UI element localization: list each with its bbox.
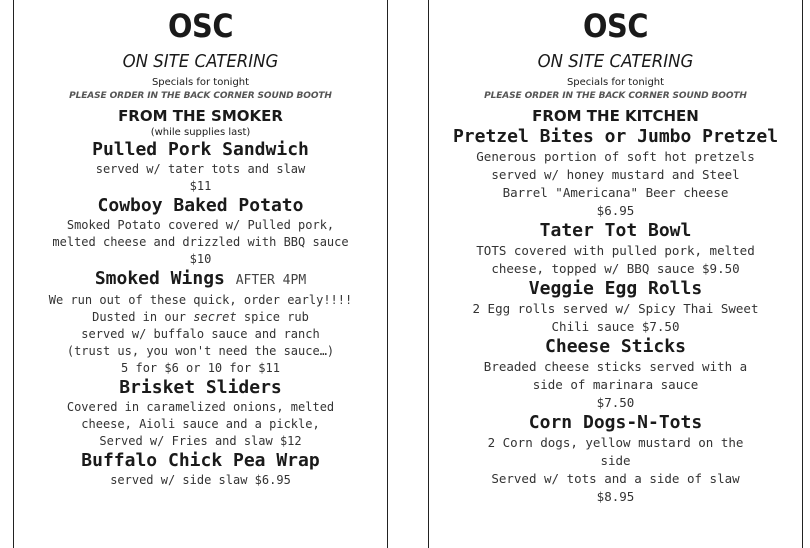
menu-item-price: Served w/ Fries and slaw $12 xyxy=(99,434,302,448)
menu-item-description xyxy=(14,309,387,326)
menu-item-title: Pulled Pork Sandwich xyxy=(92,139,309,160)
brand-subtitle: ON SITE CATERING xyxy=(122,51,279,72)
menu-item-description: Barrel "Americana" Beer cheese xyxy=(502,185,729,200)
menu-item-title-text: Smoked Wings xyxy=(94,268,225,289)
section-note: (while supplies last) xyxy=(150,127,251,138)
menu-item-description: 2 Egg rolls served w/ Spicy Thai Sweet xyxy=(472,301,759,316)
order-instructions: PLEASE ORDER IN THE BACK CORNER SOUND BOOTH xyxy=(69,91,332,101)
availability-note: AFTER 4PM xyxy=(235,273,307,288)
menu-item xyxy=(429,126,802,220)
specials-tonight-label: Specials for tonight xyxy=(566,77,665,88)
menu-item-description: 2 Corn dogs, yellow mustard on the xyxy=(487,435,744,450)
menu-item xyxy=(429,278,802,336)
menu-item xyxy=(14,139,387,195)
menu-item xyxy=(14,377,387,450)
menu-item-title: Buffalo Chick Pea Wrap xyxy=(81,450,320,471)
menu-item-title xyxy=(14,268,387,292)
description-text: Dusted in our xyxy=(92,310,187,324)
menu-item-price: $11 xyxy=(189,179,212,193)
menu-item-description: Generous portion of soft hot pretzels xyxy=(476,149,755,164)
emphasis-text: secret xyxy=(193,310,237,324)
menu-item-price: 5 for $6 or 10 for $11 xyxy=(121,361,280,375)
menu-item-description: cheese, topped w/ BBQ sauce $9.50 xyxy=(491,261,740,276)
menu-item-title: Corn Dogs-N-Tots xyxy=(528,412,703,433)
menu-item-title: Cowboy Baked Potato xyxy=(97,195,304,216)
specials-tonight-label: Specials for tonight xyxy=(151,77,250,88)
menu-item-price: $6.95 xyxy=(596,203,635,218)
brand-logo-text: OSC xyxy=(582,7,648,45)
menu-item-description: Covered in caramelized onions, melted xyxy=(66,400,335,414)
menu-item-description: melted cheese and drizzled with BBQ sauce xyxy=(52,235,349,249)
brand-subtitle: ON SITE CATERING xyxy=(537,51,694,72)
menu-item-description: Smoked Potato covered w/ Pulled pork, xyxy=(66,218,335,232)
menu-item-title: Brisket Sliders xyxy=(119,377,282,398)
section-heading: FROM THE SMOKER xyxy=(118,107,283,125)
menu-item xyxy=(429,412,802,506)
menu-item-price: served w/ side slaw $6.95 xyxy=(110,473,291,487)
menu-item-title: Pretzel Bites or Jumbo Pretzel xyxy=(452,126,779,147)
menu-item-description: TOTS covered with pulled pork, melted xyxy=(476,243,755,258)
menu-item-description: Served w/ tots and a side of slaw xyxy=(491,471,740,486)
menu-item-title: Veggie Egg Rolls xyxy=(528,278,703,299)
menu-item-description: served w/ honey mustard and Steel xyxy=(491,167,740,182)
order-instructions: PLEASE ORDER IN THE BACK CORNER SOUND BOOTH xyxy=(484,91,747,101)
menu-item-description: served w/ buffalo sauce and ranch xyxy=(81,327,320,341)
menu-item-description: (trust us, you won't need the sauce…) xyxy=(66,344,335,358)
menu-item-description: served w/ tater tots and slaw xyxy=(95,162,306,176)
menu-item-price: $8.95 xyxy=(596,489,635,504)
menu-item xyxy=(429,220,802,278)
brand-logo-text: OSC xyxy=(167,7,233,45)
menu-item-description: cheese, Aioli sauce and a pickle, xyxy=(81,417,320,431)
menu-item xyxy=(429,336,802,412)
menu-item-description: Breaded cheese sticks served with a xyxy=(483,359,748,374)
menu-card-right xyxy=(428,0,803,548)
menu-item-title: Tater Tot Bowl xyxy=(539,220,692,241)
menu-item-description: Chili sauce $7.50 xyxy=(551,319,680,334)
menu-item-price: $7.50 xyxy=(596,395,635,410)
description-text: spice rub xyxy=(243,310,309,324)
menu-item-description: side xyxy=(600,453,631,468)
menu-item-title: Cheese Sticks xyxy=(545,336,686,357)
menu-item xyxy=(14,268,387,377)
section-heading: FROM THE KITCHEN xyxy=(532,107,699,125)
menu-item-description: side of marinara sauce xyxy=(532,377,699,392)
menu-item xyxy=(14,450,387,489)
menu-item-description: We run out of these quick, order early!!!! xyxy=(48,293,353,307)
menu-item xyxy=(14,195,387,268)
menu-card-left xyxy=(13,0,388,548)
menu-item-price: $10 xyxy=(189,252,212,266)
